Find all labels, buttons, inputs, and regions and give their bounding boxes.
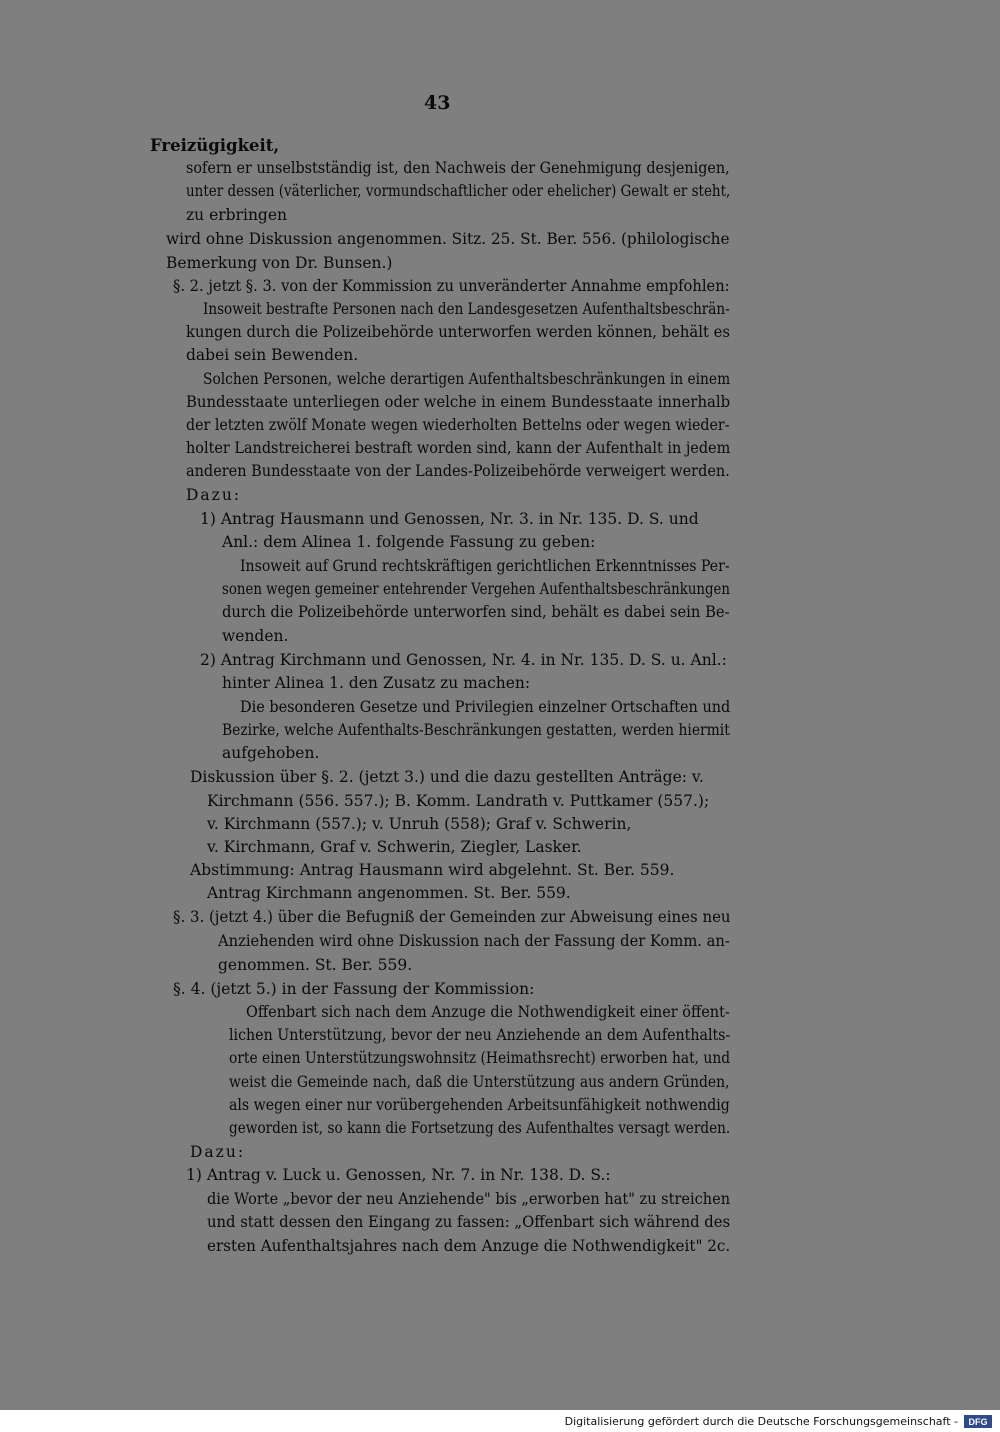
text-line: als wegen einer nur vorübergehenden Arbeitsunfähigkeit nothwendig bbox=[229, 1096, 730, 1114]
text-line: Bezirke, welche Aufenthalts-Beschränkungen gestatten, werden hiermit bbox=[222, 721, 730, 739]
text-line: 1) Antrag v. Luck u. Genossen, Nr. 7. in Nr. 138. D. S.: bbox=[186, 1166, 611, 1184]
text-line: aufgehoben. bbox=[222, 744, 320, 762]
text-line: wird ohne Diskussion angenommen. Sitz. 25. St. Ber. 556. (philologische bbox=[166, 230, 730, 248]
text-line: unter dessen (väterlicher, vormundschaftlicher oder ehelicher) Gewalt er steht, bbox=[186, 182, 731, 200]
text-line: lichen Unterstützung, bevor der neu Anziehende an dem Aufenthalts- bbox=[229, 1026, 731, 1044]
dfg-logo-icon bbox=[964, 1415, 992, 1428]
text-line: holter Landstreicherei bestraft worden sind, kann der Aufenthalt in jedem bbox=[186, 439, 731, 457]
text-line: §. 2. jetzt §. 3. von der Kommission zu unveränderter Annahme empfohlen: bbox=[173, 277, 730, 295]
text-line: Antrag Kirchmann angenommen. St. Ber. 559. bbox=[207, 884, 571, 902]
text-line: Bundesstaate unterliegen oder welche in einem Bundesstaate innerhalb bbox=[186, 393, 731, 411]
footer-bar bbox=[0, 1410, 1000, 1432]
text-line: sonen wegen gemeiner entehrender Vergehen Aufenthaltsbeschränkungen bbox=[222, 580, 731, 598]
text-line: Insoweit auf Grund rechtskräftigen gerichtlichen Erkenntnisses Per- bbox=[240, 557, 730, 575]
text-line: hinter Alinea 1. den Zusatz zu machen: bbox=[222, 674, 531, 692]
text-line: v. Kirchmann (557.); v. Unruh (558); Graf v. Schwerin, bbox=[207, 815, 632, 833]
text-line: wenden. bbox=[222, 627, 289, 645]
text-line: §. 4. (jetzt 5.) in der Fassung der Kommission: bbox=[173, 980, 535, 998]
text-line: v. Kirchmann, Graf v. Schwerin, Ziegler, Lasker. bbox=[207, 838, 582, 856]
text-line: geworden ist, so kann die Fortsetzung des Aufenthaltes versagt werden. bbox=[229, 1119, 731, 1137]
text-line: und statt dessen den Eingang zu fassen: „Offenbart sich während des bbox=[207, 1213, 731, 1231]
text-line: durch die Polizeibehörde unterworfen sind, behält es dabei sein Be- bbox=[222, 603, 730, 621]
text-line: dabei sein Bewenden. bbox=[186, 346, 359, 364]
text-line: Offenbart sich nach dem Anzuge die Nothwendigkeit einer öffent- bbox=[246, 1003, 730, 1021]
text-line: Anziehenden wird ohne Diskussion nach der Fassung der Komm. an- bbox=[218, 932, 730, 950]
text-line: Insoweit bestrafte Personen nach den Landesgesetzen Aufenthaltsbeschrän- bbox=[203, 300, 730, 318]
text-line: 2) Antrag Kirchmann und Genossen, Nr. 4. in Nr. 135. D. S. u. Anl.: bbox=[200, 651, 727, 669]
footer-credit: Digitalisierung gefördert durch die Deutsche Forschungsgemeinschaft - bbox=[564, 1414, 958, 1428]
text-line: Dazu: bbox=[190, 1143, 246, 1161]
text-line: kungen durch die Polizeibehörde unterworfen werden können, behält es bbox=[186, 323, 730, 341]
text-line: §. 3. (jetzt 4.) über die Befugniß der Gemeinden zur Abweisung eines neu bbox=[173, 908, 731, 926]
dfg-logo-text: DFG bbox=[968, 1416, 988, 1427]
text-line: anderen Bundesstaate von der Landes-Polizeibehörde verweigert werden. bbox=[186, 462, 730, 480]
text-line: Bemerkung von Dr. Bunsen.) bbox=[166, 254, 393, 272]
text-line: zu erbringen bbox=[186, 206, 288, 224]
text-line: weist die Gemeinde nach, daß die Unterstützung aus andern Gründen, bbox=[229, 1073, 730, 1091]
text-line: Die besonderen Gesetze und Privilegien einzelner Ortschaften und bbox=[240, 698, 731, 716]
page-number: 43 bbox=[424, 92, 451, 114]
text-line: Solchen Personen, welche derartigen Aufenthaltsbeschränkungen in einem bbox=[203, 370, 731, 388]
text-line: Anl.: dem Alinea 1. folgende Fassung zu geben: bbox=[222, 533, 596, 551]
text-line: genommen. St. Ber. 559. bbox=[218, 956, 413, 974]
text-line: Abstimmung: Antrag Hausmann wird abgelehnt. St. Ber. 559. bbox=[190, 861, 675, 879]
text-line: die Worte „bevor der neu Anziehende" bis „erworben hat" zu streichen bbox=[207, 1190, 731, 1208]
section-heading: Freizügigkeit, bbox=[150, 136, 280, 155]
text-line: orte einen Unterstützungswohnsitz (Heimathsrecht) erworben hat, und bbox=[229, 1049, 731, 1067]
text-line: der letzten zwölf Monate wegen wiederholten Bettelns oder wegen wieder- bbox=[186, 416, 730, 434]
text-line: Dazu: bbox=[186, 486, 242, 504]
text-line: Kirchmann (556. 557.); B. Komm. Landrath v. Puttkamer (557.); bbox=[207, 792, 710, 810]
text-line: 1) Antrag Hausmann und Genossen, Nr. 3. in Nr. 135. D. S. und bbox=[200, 510, 699, 528]
text-line: Diskussion über §. 2. (jetzt 3.) und die dazu gestellten Anträge: v. bbox=[190, 768, 704, 786]
text-line: sofern er unselbstständig ist, den Nachweis der Genehmigung desjenigen, bbox=[186, 159, 730, 177]
text-line: ersten Aufenthaltsjahres nach dem Anzuge die Nothwendigkeit" 2c. bbox=[207, 1237, 731, 1255]
